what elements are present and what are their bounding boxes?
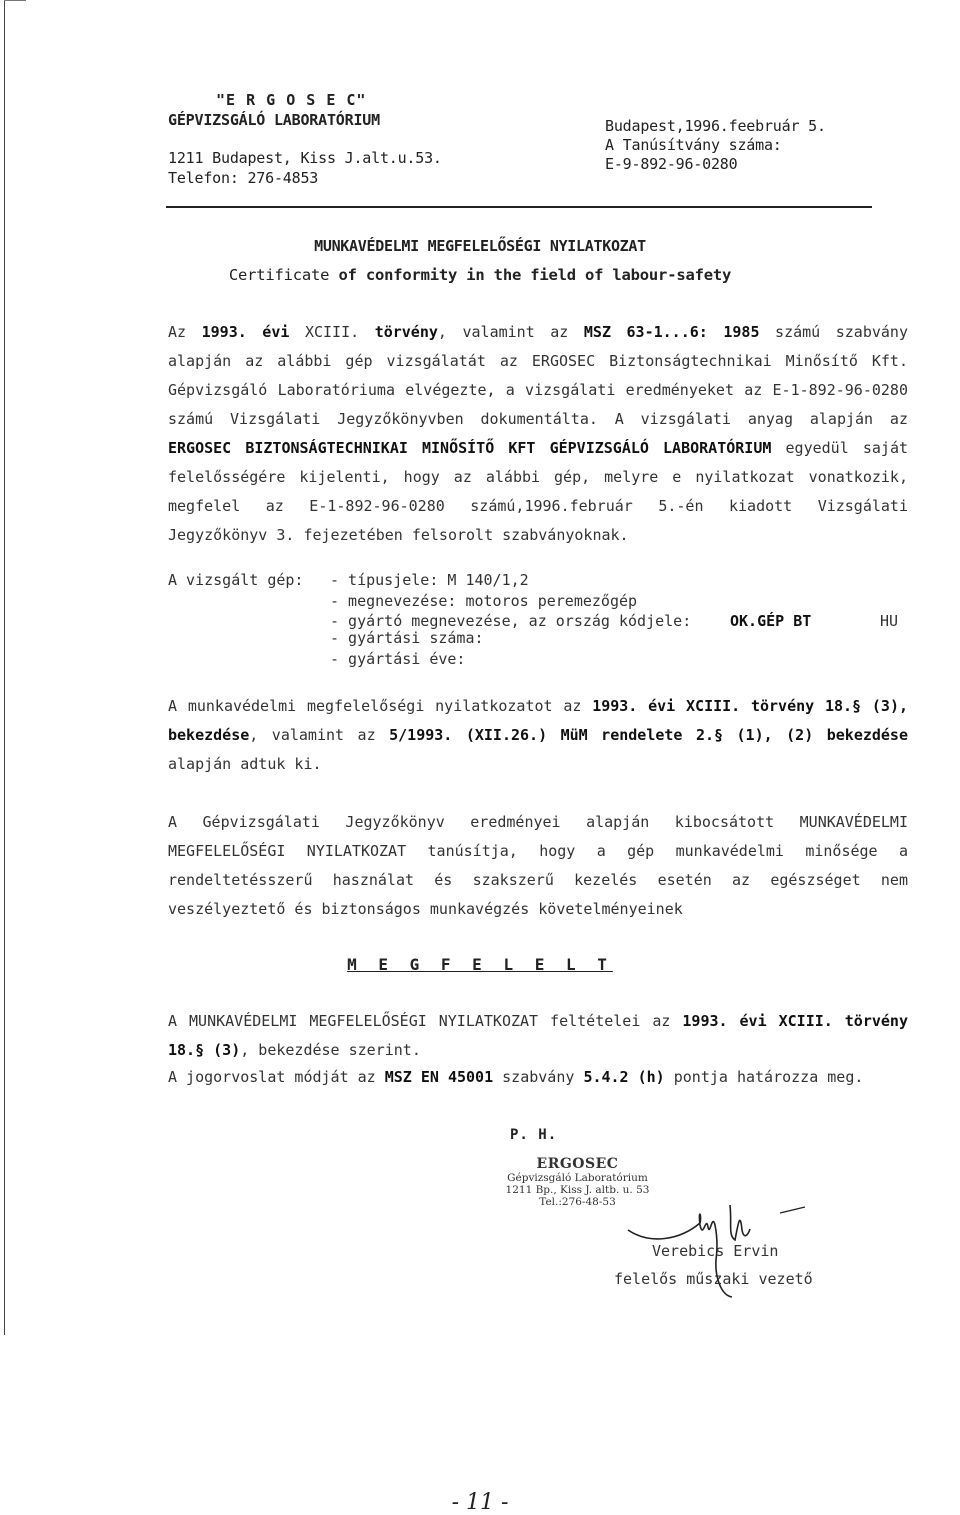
document-title: MUNKAVÉDELMI MEGFELELŐSÉGI NYILATKOZAT bbox=[314, 237, 646, 255]
remedy-text-2: szabvány bbox=[493, 1068, 584, 1086]
legal-bold-2: 5/1993. (XII.26.) MüM rendelete 2.§ (1), (2) bekezdése bbox=[389, 726, 908, 744]
intro-text-2: XCIII. bbox=[289, 323, 375, 341]
issue-date: Budapest,1996.feebruár 5. bbox=[605, 117, 826, 135]
assessment-paragraph: A Gépvizsgálati Jegyzőkönyv eredményei alapján kibocsátott MUNKAVÉDELMI MEGFELELŐSÉGI NYILATKOZAT tanúsítja, hogy a gép munkavédelmi minősége a rendeltetésszerű használat és szakszerű kezelés esetén az egészséget nem veszélyeztető és biztonságos munkavégzés követelményeinek bbox=[168, 813, 908, 918]
machine-serial: - gyártási száma: bbox=[330, 629, 484, 647]
intro-text-1: Az bbox=[168, 323, 202, 341]
remedy-bold-2: 5.4.2 (h) bbox=[583, 1068, 665, 1086]
lab-name: GÉPVIZSGÁLÓ LABORATÓRIUM bbox=[168, 111, 380, 129]
conditions-paragraph bbox=[168, 1007, 908, 1065]
legal-bold-1: 1993. évi XCIII. törvény 18.§ (3), bekezdése bbox=[168, 697, 908, 744]
remedy-line bbox=[168, 1068, 863, 1086]
signatory-name: Verebics Ervin bbox=[652, 1242, 779, 1260]
stamp-line-2: 1211 Bp., Kiss J. altb. u. 53 bbox=[505, 1184, 650, 1196]
subtitle-part-1: Certificate bbox=[228, 266, 330, 284]
signatory-role: felelős műszaki vezető bbox=[614, 1270, 813, 1288]
stamp-line-3: Tel.:276-48-53 bbox=[539, 1196, 616, 1208]
page-number: - 11 - bbox=[451, 1490, 509, 1515]
machine-maker: - gyártó megnevezése, az ország kódjele: bbox=[330, 612, 692, 630]
country-code: HU bbox=[880, 612, 899, 630]
certificate-label: A Tanúsítvány száma: bbox=[605, 136, 782, 154]
intro-bold-3: MSZ 63-1...6: 1985 bbox=[583, 323, 760, 341]
machine-type: - típusjele: M 140/1,2 bbox=[330, 571, 529, 589]
legal-paragraph bbox=[168, 692, 908, 779]
address: 1211 Budapest, Kiss J.alt.u.53. bbox=[168, 149, 442, 167]
conditions-bold-1: 1993. évi XCIII. törvény 18.§ (3) bbox=[168, 1012, 908, 1059]
ph-mark: P. H. bbox=[510, 1127, 558, 1143]
intro-text-5: egyedül saját felelősségére kijelenti, hogy az alábbi gép, melyre e nyilatkozat vonatkozik, megfelel az E-1-892-96-0280 számú,1996.február 5.-én kiadott Vizsgálati Jegyzőkönyv 3. fejezetében felsorolt szabványoknak. bbox=[168, 439, 909, 544]
conditions-text-1: A MUNKAVÉDELMI MEGFELELŐSÉGI NYILATKOZAT feltételei az bbox=[168, 1012, 683, 1030]
machine-name: - megnevezése: motoros peremezőgép bbox=[330, 592, 638, 610]
legal-text-2: , valamint az bbox=[249, 726, 390, 744]
machine-maker-value: OK.GÉP BT bbox=[730, 612, 812, 630]
stamp-line-1: Gépvizsgáló Laboratórium bbox=[507, 1172, 648, 1184]
intro-text-3: , valamint az bbox=[437, 323, 584, 341]
page-edge-top bbox=[4, 0, 26, 1]
verdict: M E G F E L E L T bbox=[347, 955, 613, 974]
intro-bold-4: ERGOSEC BIZTONSÁGTECHNIKAI MINŐSÍTŐ KFT GÉPVIZSGÁLÓ LABORATÓRIUM bbox=[168, 439, 772, 457]
legal-text-3: alapján adtuk ki. bbox=[168, 755, 322, 773]
intro-bold-2: törvény bbox=[374, 323, 438, 341]
remedy-text-1: A jogorvoslat módját az bbox=[168, 1068, 385, 1086]
machine-year: - gyártási éve: bbox=[330, 650, 466, 668]
machine-label: A vizsgált gép: bbox=[168, 571, 304, 589]
subtitle-part-2: of conformity in the field of labour-safety bbox=[329, 266, 732, 284]
intro-bold-1: 1993. évi bbox=[201, 323, 290, 341]
legal-text-1: A munkavédelmi megfelelőségi nyilatkozatot az bbox=[168, 697, 593, 715]
document-subtitle bbox=[0, 266, 960, 284]
remedy-bold-1: MSZ EN 45001 bbox=[384, 1068, 494, 1086]
remedy-text-3: pontja határozza meg. bbox=[664, 1068, 864, 1086]
conditions-text-2: , bekezdése szerint. bbox=[240, 1041, 421, 1059]
certificate-number: E-9-892-96-0280 bbox=[605, 155, 738, 173]
company-name: "E R G O S E C" bbox=[216, 91, 367, 109]
stamp-name: ERGOSEC bbox=[536, 1156, 619, 1172]
intro-paragraph bbox=[168, 318, 908, 550]
phone: Telefon: 276-4853 bbox=[168, 169, 319, 187]
page-edge-left bbox=[4, 0, 5, 1335]
header-rule bbox=[166, 206, 872, 208]
intro-text-4: számú szabvány alapján az alábbi gép vizsgálatát az ERGOSEC Biztonságtechnikai Minősítő Kft. Gépvizsgáló Laboratóriuma elvégezte, a vizsgálati eredményeket az E-1-892-96-0280 számú Vizsgálati Jegyzőkönyvben dokumentálta. A vizsgálati anyag alapján az bbox=[168, 323, 908, 428]
